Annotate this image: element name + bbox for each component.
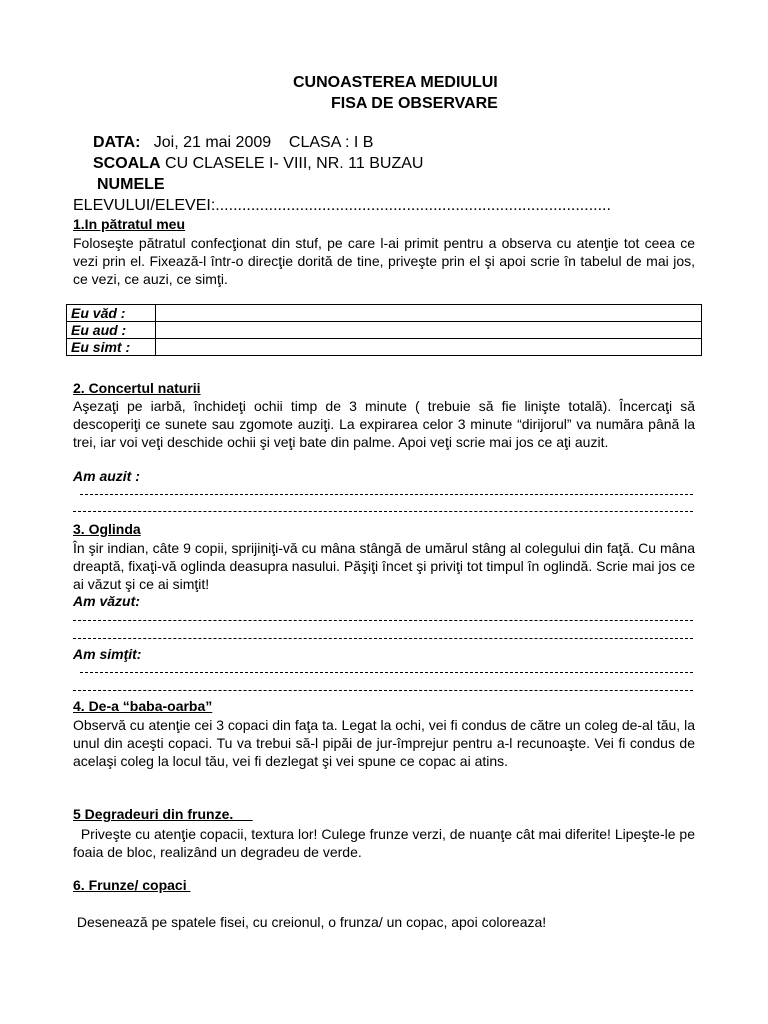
answer-line xyxy=(80,494,693,495)
scoala-label: SCOALA xyxy=(93,155,161,172)
answer-line xyxy=(73,511,693,512)
page-title: CUNOASTEREA MEDIULUI xyxy=(293,74,498,91)
school-line xyxy=(93,155,423,173)
row-label-simt: Eu simt : xyxy=(67,339,156,356)
answer-line xyxy=(73,690,693,691)
table-row xyxy=(67,339,702,356)
section-1-text: Foloseşte pătratul confecţionat din stuf, pe care l-ai primit pentru a observa cu atenţie tot ceea ce vezi prin el. Fixează-l într-o direcţie dorită de tine, priveşte prin el şi apoi scrie în tabelul de mai jos, ce vezi, ce auzi, ce simţi. xyxy=(73,235,695,287)
section-6-title: 6. Frunze/ copaci xyxy=(73,877,191,893)
data-value: Joi, 21 mai 2009 xyxy=(153,134,272,151)
section-4-title: 4. De-a “baba-oarba” xyxy=(73,698,213,714)
section-5-title: 5 Degradeuri din frunze. xyxy=(73,806,253,822)
row-label-aud: Eu aud : xyxy=(67,322,156,339)
answer-line xyxy=(80,672,693,673)
section-2-text: Aşezaţi pe iarbă, închideţi ochii timp de 3 minute ( trebuie să fie linişte totală). Încercaţi să descoperiţi ce sunete sau zgomote auziţi. La expirarea celor 3 minute “dirijorul” va număra până la trei, iar voi veţi deschide ochii şi veţi bate din palme. Apoi veţi scrie mai jos ce aţi auzit. xyxy=(73,398,695,450)
row-label-vad: Eu văd : xyxy=(67,305,156,322)
section-1-title: 1.In pătratul meu xyxy=(73,216,186,232)
date-line xyxy=(93,134,373,152)
answer-cell-simt[interactable] xyxy=(156,339,702,356)
section-3-title: 3. Oglinda xyxy=(73,521,141,537)
section-6-text: Desenează pe spatele fisei, cu creionul, o frunza/ un copac, apoi coloreaza! xyxy=(73,914,547,930)
answer-label-simtit: Am simţit: xyxy=(73,646,142,662)
section-4-text: Observă cu atenţie cei 3 copaci din faţa ta. Legat la ochi, vei fi condus de către un coleg de-al tău, la unul din aceşti copaci. Tu va trebui să-l pipăi de jur-împrejur pentru a-l recunoaşte. Vei fi condus de acelaşi coleg la locul tău, vei fi dezlegat şi vei spune ce copac ai atins. xyxy=(73,717,695,769)
section-2-title: 2. Concertul naturii xyxy=(73,380,201,396)
answer-label-auzit: Am auzit : xyxy=(73,468,140,484)
observation-table xyxy=(66,304,702,356)
answer-line xyxy=(73,620,693,621)
answer-line xyxy=(73,638,693,639)
table-row xyxy=(67,305,702,322)
answer-cell-vad[interactable] xyxy=(156,305,702,322)
table-row xyxy=(67,322,702,339)
answer-label-vazut: Am văzut: xyxy=(73,593,140,609)
student-name-line: ELEVULUI/ELEVEI:......................................................................................... xyxy=(73,197,611,214)
clasa-value: CLASA : I B xyxy=(288,134,374,151)
answer-cell-aud[interactable] xyxy=(156,322,702,339)
scoala-value: CU CLASELE I- VIII, NR. 11 BUZAU xyxy=(160,155,424,172)
page-subtitle: FISA DE OBSERVARE xyxy=(331,95,498,112)
section-5-text: Priveşte cu atenţie copacii, textura lor! Culege frunze verzi, de nuanţe cât mai diferite! Lipeşte-le pe foaia de bloc, realizând un degradeu de verde. xyxy=(73,826,699,860)
section-3-text: În şir indian, câte 9 copii, sprijiniţi-vă cu mâna stângă de umărul stâng al colegului din faţă. Cu mâna dreaptă, fixaţi-vă oglinda deasupra nasului. Păşiţi încet şi priviţi tot timpul în oglindă. Scrie mai jos ce ai văzut şi ce ai simţit! xyxy=(73,540,695,592)
numele-label: NUMELE xyxy=(97,176,165,193)
data-label: DATA: xyxy=(93,134,141,151)
